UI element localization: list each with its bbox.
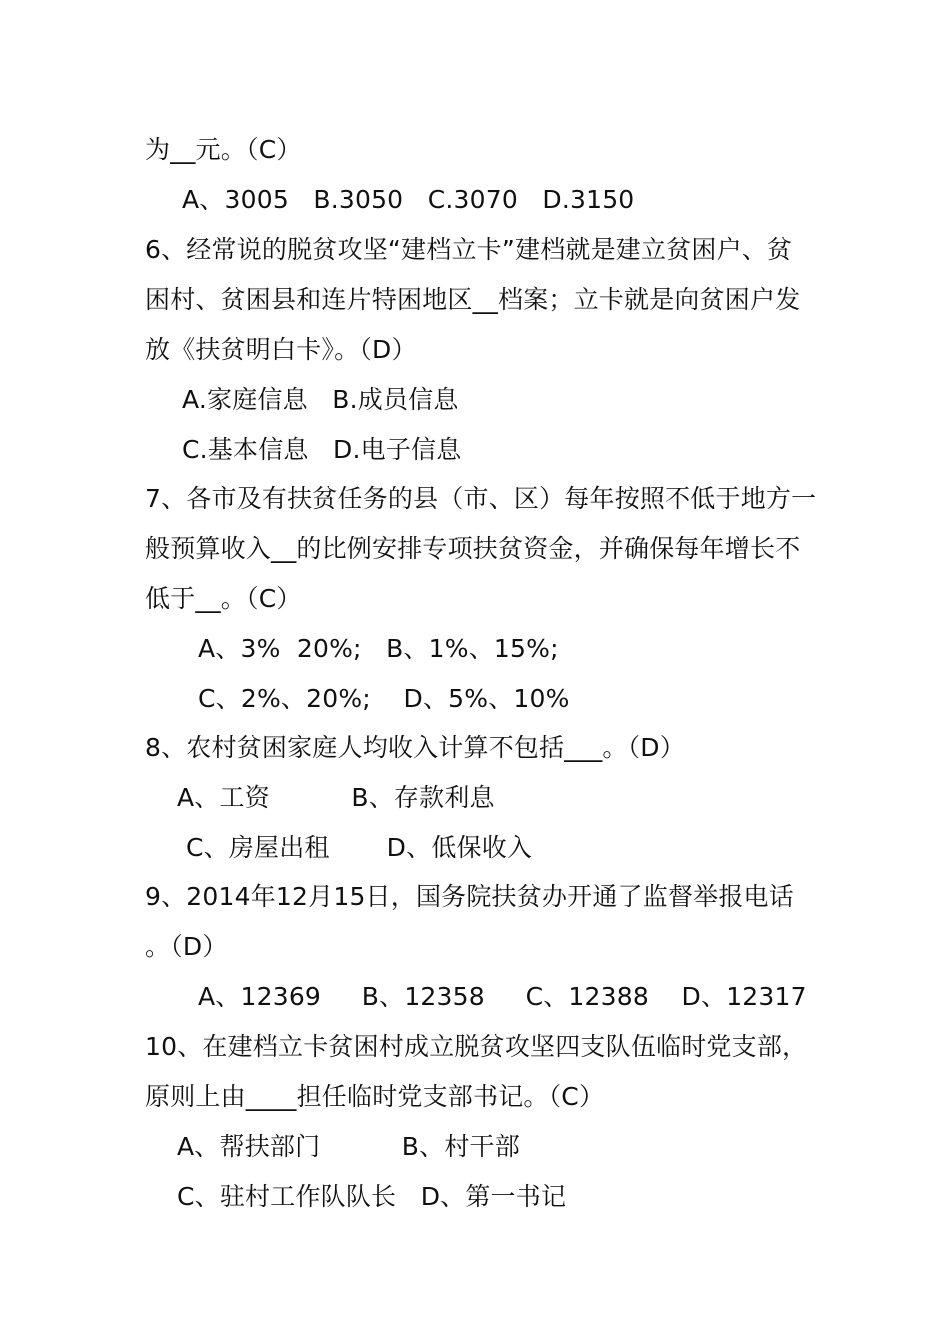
question-9-line-2: 。（D）	[145, 932, 228, 961]
question-6-options-2: C.基本信息 D.电子信息	[182, 435, 462, 464]
question-6-options-1: A.家庭信息 B.成员信息	[182, 385, 459, 414]
question-10-options-2: C、驻村工作队队长 D、第一书记	[177, 1182, 567, 1211]
question-5-options: A、3005 B.3050 C.3070 D.3150	[182, 185, 635, 214]
question-10-line-1: 10、在建档立卡贫困村成立脱贫攻坚四支队伍临时党支部，	[145, 1032, 808, 1061]
question-9-options: A、12369 B、12358 C、12388 D、12317	[198, 982, 807, 1011]
question-8-options-2: C、房屋出租 D、低保收入	[186, 833, 533, 862]
question-10-options-1: A、帮扶部门 B、村干部	[177, 1132, 520, 1161]
question-5-end: 为__元。（C）	[145, 135, 302, 164]
question-8-line-1: 8、农村贫困家庭人均收入计算不包括___。（D）	[145, 733, 685, 762]
question-8-options-1: A、工资 B、存款利息	[177, 783, 495, 812]
question-7-line-3: 低于__。（C）	[145, 584, 302, 613]
question-7-line-2: 般预算收入__的比例安排专项扶贫资金，并确保每年增长不	[145, 534, 801, 563]
question-6-line-1: 6、经常说的脱贫攻坚“建档立卡”建档就是建立贫困户、贫	[145, 235, 793, 264]
question-6-line-2: 困村、贫困县和连片特困地区__档案；立卡就是向贫困户发	[145, 285, 801, 314]
question-7-options-2: C、2%、20%; D、5%、10%	[198, 684, 570, 713]
question-6-line-3: 放《扶贫明白卡》。（D）	[145, 335, 417, 364]
question-10-line-2: 原则上由____担任临时党支部书记。（C）	[145, 1082, 605, 1111]
question-7-line-1: 7、各市及有扶贫任务的县（市、区）每年按照不低于地方一	[145, 484, 817, 513]
question-7-options-1: A、3% 20%; B、1%、15%;	[198, 634, 559, 663]
question-9-line-1: 9、2014年12月15日，国务院扶贫办开通了监督举报电话	[145, 882, 794, 911]
